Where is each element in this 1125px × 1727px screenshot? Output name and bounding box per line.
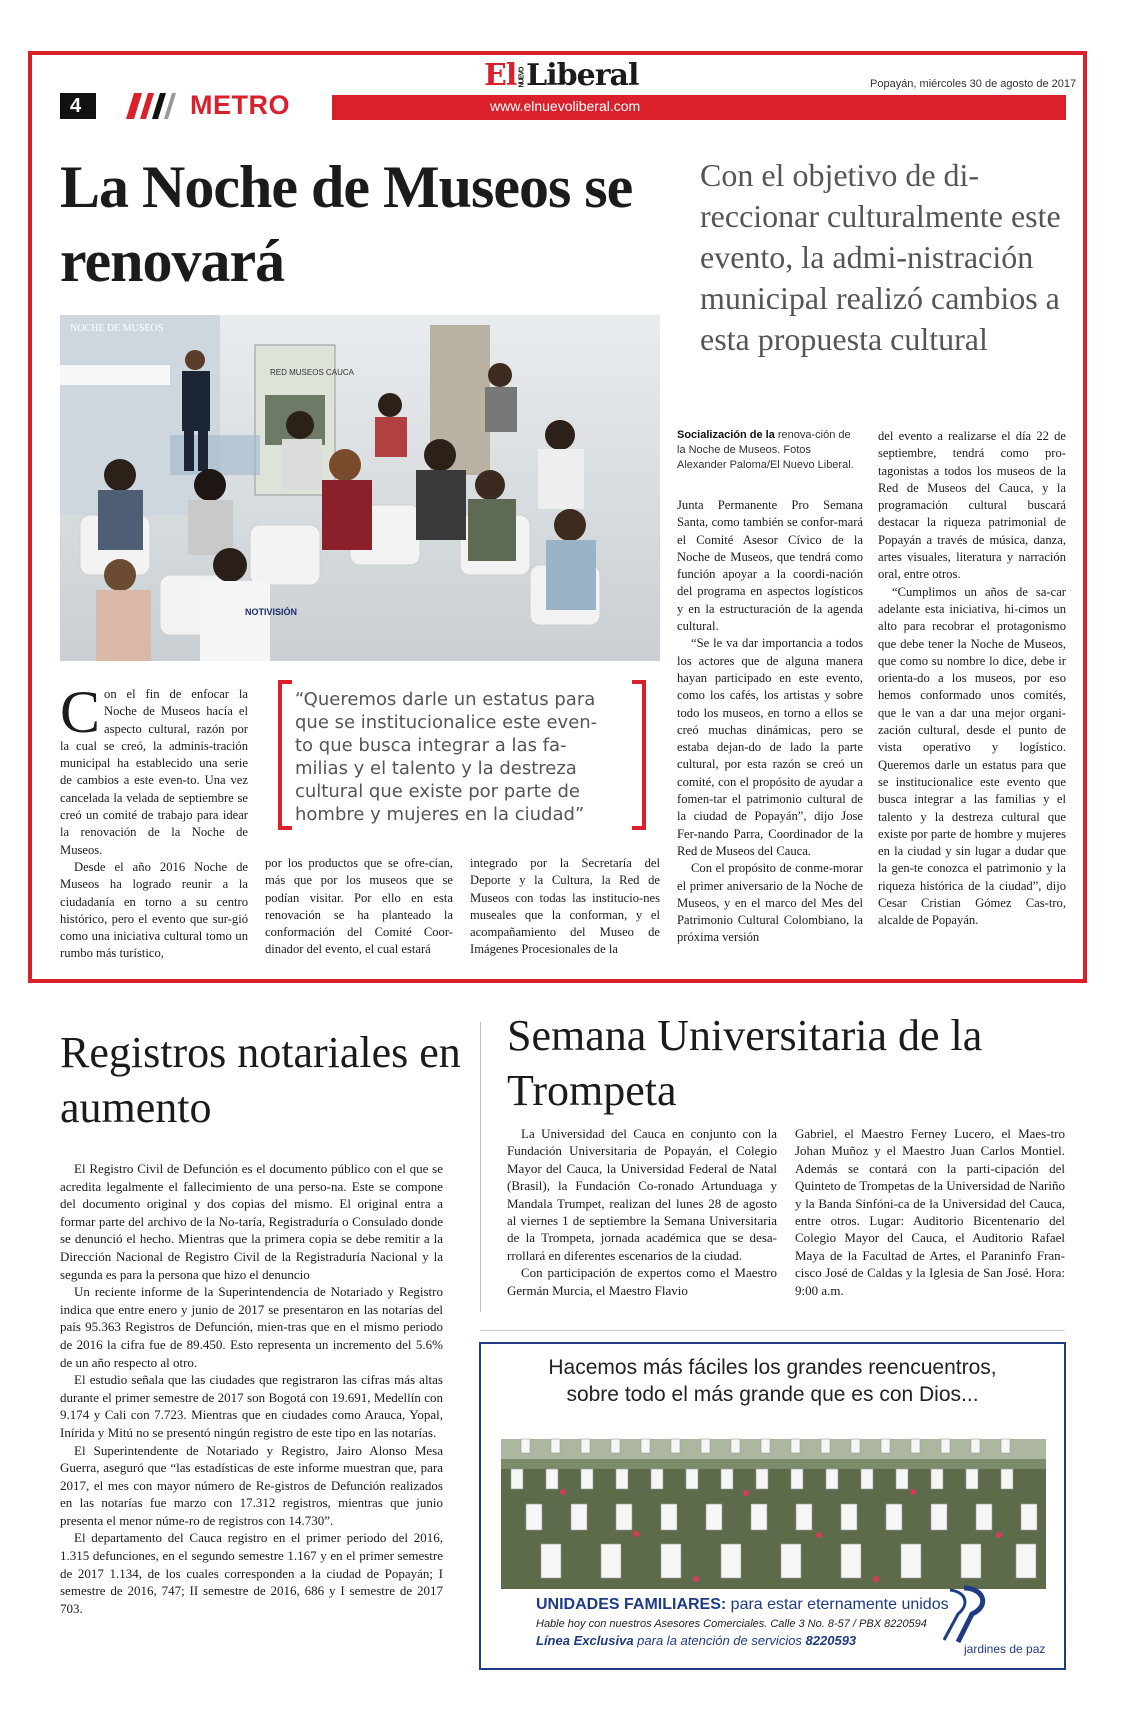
lead-column-5	[878, 428, 1066, 930]
ad-footer	[536, 1596, 949, 1648]
ad-units-bold: UNIDADES FAMILIARES:	[536, 1596, 727, 1613]
ad-units-rest: para estar eternamente unidos	[726, 1596, 949, 1613]
lead-col4-paragraph-3: Con el propósito de conme-morar el primer aniversario de la Noche de Museos, y en el marco del Mes del Patrimonio Cultural Colombiano, la próxima versión	[677, 861, 863, 945]
ad-line-number: 8220593	[805, 1633, 857, 1648]
semana-column-2	[795, 1125, 1065, 1299]
lead-col2-paragraph-1: por los productos que se ofre-cían, más que por los museos que se podían visitar. Por ello en esta renovación se ha planteado la conformación del Comité Coor-dinador del evento, el cual estará	[265, 856, 453, 957]
registros-paragraph-5: El departamento del Cauca registro en el primer periodo del 2016, 1.315 defunciones, en el segundo semestre 1.167 y en el primer semestre de 2017 1.134, de los cuales corresponden a la ciudad de Popayán; I semestre de 2016, 747; II semestre de 2016, 686 y I semestre de 2017 703.	[60, 1530, 443, 1616]
logo-nuevo: NUEVO	[518, 67, 526, 87]
decorative-stripes	[120, 93, 180, 119]
section-bar	[332, 95, 1066, 120]
lead-headline: La Noche de Museos se renovará	[60, 154, 633, 294]
semana-headline: Semana Universitaria de la Trompeta	[507, 1011, 983, 1115]
ad-headline	[481, 1354, 1064, 1408]
column-divider	[480, 1022, 481, 1312]
lead-col1-paragraph-1	[60, 679, 248, 859]
cemetery-advertisement[interactable]	[479, 1342, 1066, 1670]
ad-exclusive-line	[536, 1633, 949, 1648]
registros-headline: Registros notariales en aumento	[60, 1028, 461, 1132]
jardines-de-paz-logo-icon	[936, 1584, 996, 1644]
logo-liberal: Liberal	[526, 58, 639, 93]
lead-column-2	[265, 855, 453, 959]
photo-caption	[677, 428, 857, 473]
ad-headline-line-1: Hacemos más fáciles los grandes reencuentros,	[548, 1356, 997, 1379]
stripes-icon	[120, 93, 180, 119]
lead-col1-paragraph-2: Desde el año 2016 Noche de Museos ha logrado reunir a la ciudadanía en torno a su centro histórico, pero el evento que sur-gió como una iniciativa cultural tomo un rumbo más turístico,	[60, 859, 248, 961]
event-photo	[60, 315, 660, 661]
lead-column-3	[470, 855, 660, 959]
registros-paragraph-4: El Superintendente de Notariado y Registro, Jairo Alonso Mesa Guerra, aseguró que “las estadísticas de este informe muestran que, para 2017, el mes con mayor número de Re-gistros de Defunción realizados en las notarías fue marzo con 17.312 registros, mientras que junio presenta el menor núme-ro de registros con 14.730”.	[60, 1442, 443, 1528]
lead-column-4	[677, 497, 863, 947]
lead-col5-paragraph-1: del evento a realizarse el día 22 de septiembre, tendrá como pro-tagonistas a todos los museos de la Red de Museos del Cauca, y la programación cultural buscará destacar la riqueza patrimonial de Popayán a través de música, danza, artes visuales, literatura y narración oral, entre otros.	[878, 429, 1066, 582]
registros-paragraph-1: El Registro Civil de Defunción es el documento público con el que se acredita legalmente el fallecimiento de una perso-na. Este se compone del documento original y dos copias del mismo. El original entra a formar parte del archivo de la No-taría, Registraduría o Consulado donde se denunció el hecho. Mientras que la primera copia se debe remitir a la Dirección Nacional de Registro Civil de la Registraduría Nacional y la segunda es para la persona que hizo el denuncio	[60, 1161, 443, 1282]
quote-bracket-right	[632, 680, 646, 830]
lead-col5-paragraph-2: “Cumplimos un años de sa-car adelante esta iniciativa, hi-cimos un alto para recobrar el protagonismo que debe tener la Noche de Museos, que como su nombre lo dice, debe ir orienta-do a los museos, por eso hemos conformado unos comités, que le van a dar una mejor organi-zación cultural, desde el punto de vista operativo y logístico. Queremos darle un estatus para que se institucionalice este evento que busca integrar a las familias y el talento y la destreza cultural que existe por parte de hombre y mujeres en la ciudad y sin lugar a dudar que la gen-te conozca el patrimonio y la riqueza histórica de la ciudad”, dijo Cesar Cristian Gómez Cas-tro, alcalde de Popayán.	[878, 584, 1066, 928]
ad-brand: jardines de paz	[964, 1642, 1046, 1656]
pull-quote: “Queremos darle un estatus para que se institucionalice este even-to que busca integrar a las fa-milias y el talento y la destreza cultural que existe por parte de hombre y mujeres en la ciudad”	[295, 689, 598, 825]
lead-col1-text: on el fin de enfocar la Noche de Museos hacía el aspecto cultural, razón por la cual se creó, la adminis-tración municipal ha establecido una serie de cambios a este even-to. Una vez cancelada la velada de septiembre se creó un comité de trabajo para idear la renovación de la Noche de Museos.	[60, 687, 248, 857]
lead-deck: Con el objetivo de di-reccionar culturalmente este evento, la admi-nistración municipal realizó cambios a esta propuesta cultural	[700, 157, 1061, 357]
section-divider	[480, 1330, 1065, 1331]
semana-col1-paragraph-2: Con participación de expertos como el Maestro Germán Murcia, el Maestro Flavio	[507, 1265, 777, 1298]
semana-column-1	[507, 1125, 777, 1299]
lead-column-1	[60, 679, 248, 963]
quote-bracket-left	[278, 680, 292, 830]
ad-headline-line-2: sobre todo el más grande que es con Dios...	[566, 1383, 979, 1406]
photo-banner-text: NOCHE DE MUSEOS	[70, 323, 164, 334]
caption-bold: Socialización de la	[677, 429, 775, 441]
ad-line-label: Línea Exclusiva	[536, 1633, 634, 1648]
lead-col3-paragraph-1: integrado por la Secretaría del Deporte y la Cultura, la Red de Museos con todas las institucio-nes museales que la conforman, y el acompañamiento del Museo de Imágenes Procesionales de la	[470, 856, 660, 957]
caption-rest: renova-ción de la Noche de Museos. Fotos Alexander Paloma/El Nuevo Liberal.	[677, 429, 854, 471]
logo-el: El	[484, 58, 517, 93]
drop-cap: C	[60, 679, 101, 745]
semana-col2-paragraph-1: Gabriel, el Maestro Ferney Lucero, el Maes-tro Johan Muñoz y el Maestro Juan Carlos Montiel. Además se contará con la parti-cipación del Quinteto de Trompetas de la Universidad de Nariño y la Banda Sinfóni-ca de la Universidad del Cauca, entre otros. Lugar: Auditorio Bicentenario del Colegio Mayor del Cauca, el Auditorio Rafael Maya de la Facultad de Artes, el Paraninfo Fran-cisco José de Caldas y la Iglesia de San José. Hora: 9:00 a.m.	[795, 1126, 1065, 1298]
photo-sign-text: RED MUSEOS CAUCA	[270, 368, 355, 377]
registros-paragraph-3: El estudio señala que las ciudades que registraron las cifras más altas durante el primer semestre de 2017 son Bogotá con 19.691, Medellín con 9.174 y Cali con 7.723. Mientras que en ciudades como Arauca, Yopal, Inírida y Mitú no se presentó ningún registro de este tipo en las notarías.	[60, 1372, 443, 1440]
lead-col4-paragraph-1: Junta Permanente Pro Semana Santa, como también se confor-mará el Comité Asesor Cívico de la Noche de Museos, que tendrá como función apoyar a la coordi-nación del programa en aspectos logísticos y en la estructuración de la agenda cultural.	[677, 498, 863, 634]
cemetery-photo-illustration	[501, 1419, 1046, 1589]
lead-col4-paragraph-2: “Se le va dar importancia a todos los actores que de alguna manera hayan participado en este evento, como los cafés, los artistas y sobre todo los museos, en torno a ellos se creó muchas dinámicas, pero se estaba dejan-do de lado la parte cultural, por esta razón se creó un comité, con el propósito de ayudar a fomen-tar el patrimonio cultural de la ciudad de Popayán”, dijo Jose Fer-nando Parra, Coordinador de la Red de Museos del Cauca.	[677, 636, 863, 858]
registros-paragraph-2: Un reciente informe de la Superintendencia de Notariado y Registro indica que entre enero y junio de 2017 se presentaron en las notarías del país 95.363 Registros de Defunción, mien-tras que en el mismo periodo de 2016 la cifra fue de 89.450. Esto representa un incremento del 5.6% de un año respecto al otro.	[60, 1284, 443, 1370]
section-label: METRO	[190, 90, 290, 120]
ad-contact: Hable hoy con nuestros Asesores Comerciales. Calle 3 No. 8-57 / PBX 8220594	[536, 1618, 927, 1630]
audience-photo-illustration	[60, 315, 660, 661]
ad-line-rest: para la atención de servicios	[633, 1633, 806, 1648]
ad-units-line	[536, 1596, 949, 1614]
website-url[interactable]: www.elnuevoliberal.com	[490, 98, 641, 114]
registros-body	[60, 1160, 443, 1617]
page-number: 4	[60, 93, 96, 119]
dateline: Popayán, miércoles 30 de agosto de 2017	[870, 78, 1077, 90]
newspaper-logo	[484, 58, 638, 93]
photo-cap-logo: NOTIVISIÓN	[245, 607, 298, 617]
semana-col1-paragraph-1: La Universidad del Cauca en conjunto con la Fundación Universitaria de Popayán, el Colegio Mayor del Cauca, la Universidad Federal de Natal (Brasil), la Fundación Co-ronado Artunduaga y Mandala Trumpet, realizan del lunes 28 de agosto al viernes 1 de septiembre la Semana Universitaria de la Trompeta, jornada académica que se desa-rrollará en diferentes escenarios de la ciudad.	[507, 1126, 777, 1263]
